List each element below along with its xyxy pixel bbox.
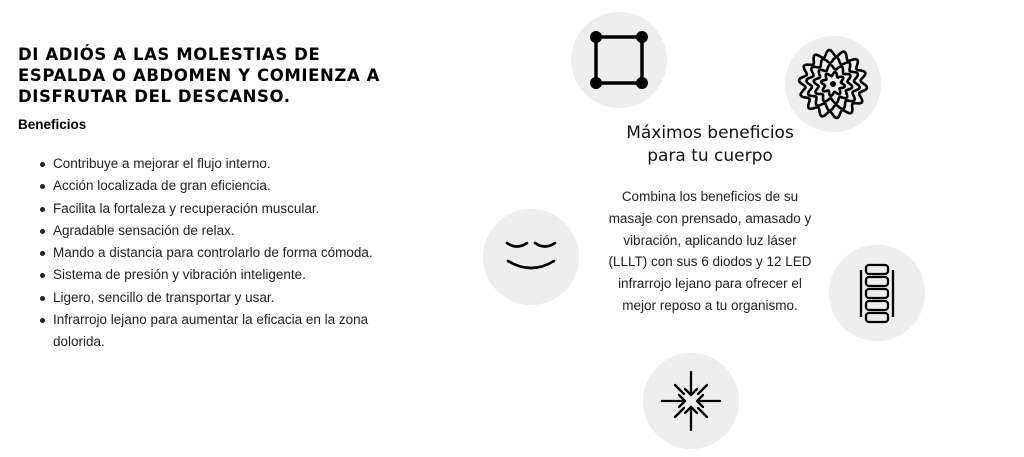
spine-circle — [829, 245, 925, 341]
square-nodes-icon — [587, 28, 651, 92]
closed-eyes-icon — [496, 237, 566, 277]
benefits-list — [18, 153, 418, 354]
compress-arrows-circle — [643, 353, 739, 449]
closed-eyes-circle — [483, 209, 579, 305]
benefits-title: Beneficios — [18, 117, 87, 132]
page-headline: DI ADIÓS A LAS MOLESTIAS DE ESPALDA O ABDOMEN Y COMIENZA A DISFRUTAR DEL DESCANSO. — [18, 45, 381, 106]
list-item: Mando a distancia para controlarlo de forma cómoda. — [18, 242, 418, 264]
feature-description: Combina los beneficios de su masaje con prensado, amasado y vibración, aplicando luz láser (LLLT) con sus 6 diodos y 12 LED infrarrojo lejano para ofrecer el mejor reposo a tu organismo. — [608, 189, 812, 313]
list-item: Contribuye a mejorar el flujo interno. — [18, 153, 418, 175]
spine-icon — [857, 262, 897, 324]
headline-block — [18, 44, 418, 132]
wavy-rings-circle — [785, 36, 881, 132]
compress-arrows-icon — [656, 366, 726, 436]
square-nodes-circle — [571, 12, 667, 108]
list-item: Ligero, sencillo de transportar y usar. — [18, 287, 418, 309]
wavy-rings-icon — [795, 46, 871, 122]
list-item: Agradable sensación de relax. — [18, 220, 418, 242]
feature-title: Máximos beneficios para tu cuerpo — [626, 123, 794, 166]
list-item: Facilita la fortaleza y recuperación muscular. — [18, 198, 418, 220]
list-item: Infrarrojo lejano para aumentar la eficacia en la zona dolorida. — [18, 309, 418, 354]
list-item: Acción localizada de gran eficiencia. — [18, 175, 418, 197]
feature-block — [590, 122, 830, 317]
list-item: Sistema de presión y vibración inteligente. — [18, 264, 418, 286]
